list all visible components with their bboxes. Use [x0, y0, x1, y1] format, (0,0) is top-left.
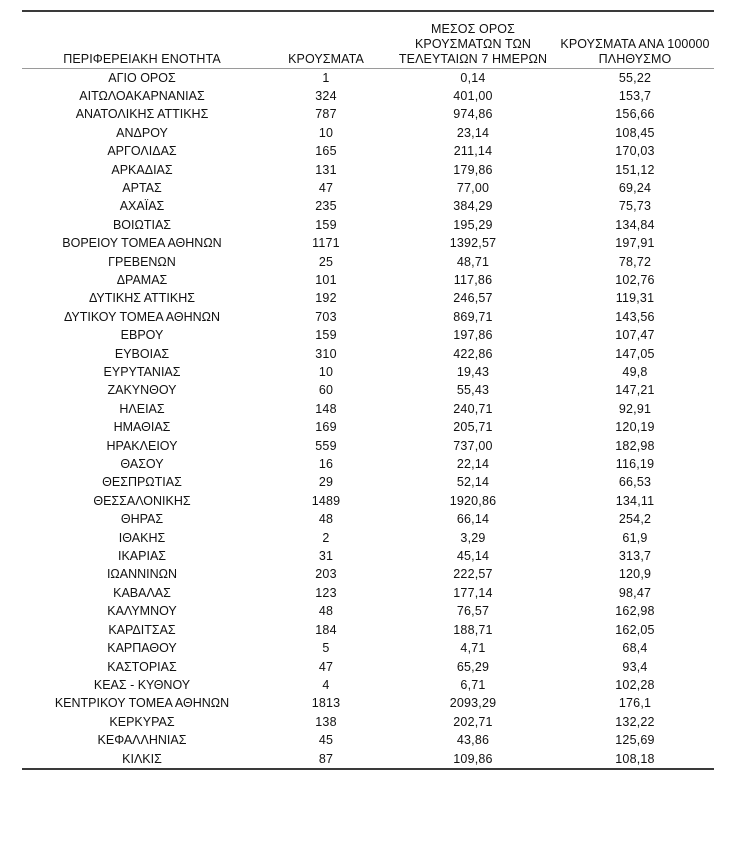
cell-avg7: 3,29	[460, 530, 486, 545]
cell-per100k: 120,9	[618, 567, 652, 582]
cell-avg7: 197,86	[453, 328, 493, 343]
cell-region: ΚΑΡΔΙΤΣΑΣ	[108, 622, 176, 637]
cell-per100k: 102,76	[615, 272, 655, 287]
cell-per100k: 125,69	[615, 733, 655, 748]
table-row	[22, 161, 714, 179]
table-row	[22, 216, 714, 234]
cell-avg7: 974,86	[453, 107, 493, 122]
cell-avg7: 76,57	[456, 604, 490, 619]
cell-avg7: 117,86	[453, 272, 493, 287]
table-row	[22, 621, 714, 639]
cell-cases: 10	[318, 125, 334, 140]
cell-avg7: 23,14	[456, 125, 490, 140]
cell-cases: 29	[318, 475, 334, 490]
cell-region: ΔΥΤΙΚΗΣ ΑΤΤΙΚΗΣ	[89, 291, 195, 306]
cell-per100k: 197,91	[615, 236, 655, 251]
cell-region: ΔΡΑΜΑΣ	[116, 272, 168, 287]
cell-per100k: 176,1	[618, 696, 652, 711]
cell-avg7: 205,71	[453, 420, 493, 435]
cell-region: ΚΑΡΠΑΘΟΥ	[107, 641, 177, 656]
table-row	[22, 510, 714, 528]
cell-avg7: 401,00	[453, 88, 493, 103]
table-row	[22, 565, 714, 583]
cell-region: ΚΑΛΥΜΝΟΥ	[107, 604, 177, 619]
cell-cases: 2	[322, 530, 330, 545]
cell-cases: 47	[318, 659, 334, 674]
header-avg7-line: ΚΡΟΥΣΜΑΤΩΝ ΤΩΝ	[414, 36, 532, 51]
cell-per100k: 68,4	[622, 641, 648, 656]
cell-cases: 138	[315, 714, 337, 729]
table-row	[22, 363, 714, 381]
cell-region: ΑΝΔΡΟΥ	[116, 125, 168, 140]
cell-per100k: 69,24	[618, 180, 652, 195]
cell-avg7: 55,43	[456, 383, 490, 398]
cell-per100k: 108,18	[615, 751, 655, 766]
cell-region: ΘΗΡΑΣ	[120, 512, 164, 527]
bottom-rule	[22, 768, 714, 770]
cell-avg7: 179,86	[453, 162, 493, 177]
cell-per100k: 143,56	[615, 309, 655, 324]
cell-avg7: 869,71	[453, 309, 493, 324]
cell-avg7: 0,14	[390, 68, 556, 87]
cell-region: ΕΥΡΥΤΑΝΙΑΣ	[103, 365, 181, 379]
cell-region: ΖΑΚΥΝΘΟΥ	[107, 383, 177, 398]
table-header	[22, 12, 714, 68]
header-avg7	[390, 12, 556, 68]
cell-cases: 192	[315, 291, 337, 306]
table-row	[22, 529, 714, 547]
table-row	[22, 713, 714, 731]
cell-region: ΘΕΣΠΡΩΤΙΑΣ	[102, 475, 182, 490]
cell-avg7: 22,14	[456, 457, 490, 472]
cell-per100k: 120,19	[615, 420, 655, 435]
header-avg7-line: ΤΕΛΕΥΤΑΙΩΝ 7 ΗΜΕΡΩΝ	[398, 51, 548, 66]
cell-per100k: 132,22	[615, 714, 655, 729]
header-per100k	[556, 12, 714, 68]
table-row	[22, 547, 714, 565]
cell-region: ΚΕΝΤΡΙΚΟΥ ΤΟΜΕΑ ΑΘΗΝΩΝ	[54, 696, 230, 711]
cell-cases: 5	[322, 641, 330, 656]
cell-per100k: 162,05	[615, 622, 655, 637]
cell-per100k: 98,47	[618, 585, 652, 600]
cell-region: ΚΙΛΚΙΣ	[122, 751, 162, 766]
cell-cases: 101	[315, 272, 337, 287]
cell-cases: 169	[315, 420, 337, 435]
cell-cases: 1489	[311, 493, 341, 508]
table-row	[22, 400, 714, 418]
cell-per100k: 102,28	[615, 677, 655, 692]
cell-cases: 1813	[311, 696, 341, 711]
cell-cases: 123	[315, 585, 337, 600]
cell-per100k: 49,8	[622, 365, 648, 379]
cell-avg7: 109,86	[453, 751, 493, 766]
cell-region: ΙΚΑΡΙΑΣ	[117, 549, 167, 564]
header-per100k-line: ΚΡΟΥΣΜΑΤΑ ΑΝΑ 100000	[560, 36, 710, 51]
header-region: ΠΕΡΙΦΕΡΕΙΑΚΗ ΕΝΟΤΗΤΑ	[63, 51, 221, 66]
cell-cases: 235	[315, 199, 337, 214]
cell-cases: 203	[315, 567, 337, 582]
cell-per100k: 116,19	[615, 457, 655, 472]
cell-per100k: 108,45	[615, 125, 655, 140]
cell-region: ΑΧΑΪΑΣ	[119, 199, 165, 214]
cell-region: ΘΑΣΟΥ	[120, 457, 164, 472]
cell-cases: 4	[322, 677, 330, 692]
cell-cases: 1	[262, 68, 390, 87]
cell-per100k: 119,31	[615, 291, 655, 306]
cell-region: ΑΝΑΤΟΛΙΚΗΣ ΑΤΤΙΚΗΣ	[75, 107, 209, 122]
cell-cases: 787	[315, 107, 337, 122]
cell-avg7: 2093,29	[449, 696, 497, 711]
cell-region: ΗΜΑΘΙΑΣ	[113, 420, 171, 435]
cell-avg7: 66,14	[456, 512, 490, 527]
table-row	[22, 326, 714, 344]
cell-per100k: 153,7	[618, 88, 652, 103]
table-row	[22, 234, 714, 252]
cell-region: ΔΥΤΙΚΟΥ ΤΟΜΕΑ ΑΘΗΝΩΝ	[63, 309, 221, 324]
cell-region: ΑΙΤΩΛΟΑΚΑΡΝΑΝΙΑΣ	[79, 88, 205, 103]
cell-cases: 559	[315, 438, 337, 453]
cell-cases: 1171	[312, 236, 340, 251]
table-row	[22, 345, 714, 363]
cell-region: ΕΒΡΟΥ	[120, 328, 164, 343]
cell-cases: 165	[315, 144, 337, 159]
cell-cases: 16	[318, 457, 334, 472]
cell-per100k: 254,2	[618, 512, 652, 527]
cell-avg7: 48,71	[456, 254, 490, 269]
cell-cases: 31	[318, 549, 334, 564]
table-row	[22, 639, 714, 657]
cell-region: ΑΡΚΑΔΙΑΣ	[111, 162, 173, 177]
cell-region: ΕΥΒΟΙΑΣ	[114, 346, 170, 361]
cell-region: ΑΡΤΑΣ	[122, 180, 162, 195]
cell-region: ΓΡΕΒΕΝΩΝ	[108, 254, 176, 269]
cell-avg7: 211,14	[453, 144, 493, 159]
table-body	[22, 68, 714, 768]
cell-per100k: 156,66	[615, 107, 655, 122]
cell-cases: 159	[315, 328, 337, 343]
cell-region: ΗΛΕΙΑΣ	[119, 401, 165, 416]
table-row	[22, 694, 714, 712]
cell-cases: 45	[318, 733, 334, 748]
cell-region: ΚΑΣΤΟΡΙΑΣ	[107, 659, 177, 674]
cases-table	[22, 12, 714, 768]
table-row	[22, 437, 714, 455]
cell-cases: 25	[318, 254, 334, 269]
table-row	[22, 124, 714, 142]
table-row	[22, 289, 714, 307]
data-sheet	[22, 10, 714, 770]
table-row	[22, 197, 714, 215]
table-row	[22, 142, 714, 160]
table-row	[22, 750, 714, 768]
cell-avg7: 19,43	[456, 365, 490, 379]
cell-avg7: 6,71	[460, 677, 486, 692]
cell-cases: 131	[315, 162, 337, 177]
cell-per100k: 182,98	[615, 438, 655, 453]
cell-cases: 87	[318, 751, 334, 766]
table-row	[22, 658, 714, 676]
cell-region: ΒΟΙΩΤΙΑΣ	[112, 217, 172, 232]
cell-avg7: 384,29	[453, 199, 493, 214]
table-row	[22, 179, 714, 197]
cell-region: ΑΡΓΟΛΙΔΑΣ	[107, 144, 177, 159]
cell-per100k: 92,91	[618, 401, 652, 416]
cell-per100k: 75,73	[618, 199, 652, 214]
cell-avg7: 45,14	[456, 549, 490, 564]
cell-avg7: 77,00	[456, 180, 490, 195]
table-row	[22, 676, 714, 694]
cell-per100k: 78,72	[618, 254, 652, 269]
cell-cases: 310	[315, 346, 337, 361]
table-row	[22, 473, 714, 491]
table-row	[22, 68, 714, 87]
cell-avg7: 195,29	[453, 217, 493, 232]
cell-region: ΘΕΣΣΑΛΟΝΙΚΗΣ	[93, 493, 191, 508]
cell-avg7: 240,71	[453, 401, 493, 416]
cell-avg7: 4,71	[460, 641, 486, 656]
cell-cases: 703	[315, 309, 337, 324]
table-row	[22, 584, 714, 602]
cell-per100k: 170,03	[615, 144, 655, 159]
cell-avg7: 246,57	[453, 291, 493, 306]
cell-per100k: 107,47	[615, 328, 655, 343]
cell-avg7: 422,86	[453, 346, 493, 361]
table-row	[22, 253, 714, 271]
cell-region: ΙΩΑΝΝΙΝΩΝ	[106, 567, 178, 582]
cell-avg7: 52,14	[456, 475, 490, 490]
cell-per100k: 147,21	[615, 383, 655, 398]
cell-region: ΒΟΡΕΙΟΥ ΤΟΜΕΑ ΑΘΗΝΩΝ	[62, 236, 222, 251]
table-row	[22, 418, 714, 436]
cell-per100k: 93,4	[622, 659, 648, 674]
cell-avg7: 188,71	[453, 622, 493, 637]
cell-avg7: 65,29	[456, 659, 490, 674]
table-row	[22, 602, 714, 620]
header-avg7-line: ΜΕΣΟΣ ΟΡΟΣ	[431, 21, 515, 36]
cell-cases: 48	[318, 512, 334, 527]
cell-region: ΗΡΑΚΛΕΙΟΥ	[106, 438, 178, 453]
cell-cases: 47	[318, 180, 334, 195]
cell-per100k: 147,05	[615, 346, 655, 361]
table-row	[22, 492, 714, 510]
table-row	[22, 308, 714, 326]
cell-region: ΚΑΒΑΛΑΣ	[113, 585, 171, 600]
cell-avg7: 222,57	[453, 567, 493, 582]
table-row	[22, 731, 714, 749]
cell-region: ΚΕΑΣ - ΚΥΘΝΟΥ	[93, 677, 191, 692]
cell-cases: 148	[315, 401, 337, 416]
cell-avg7: 43,86	[456, 733, 490, 748]
cell-region: ΚΕΦΑΛΛΗΝΙΑΣ	[97, 733, 187, 748]
cell-per100k: 55,22	[556, 68, 714, 87]
table-row	[22, 105, 714, 123]
cell-cases: 159	[315, 217, 337, 232]
table-row	[22, 271, 714, 289]
cell-cases: 60	[318, 383, 334, 398]
cell-cases: 10	[318, 365, 334, 379]
cell-per100k: 134,11	[615, 493, 655, 508]
cell-per100k: 151,12	[615, 162, 655, 177]
cell-cases: 324	[315, 88, 337, 103]
cell-region: ΙΘΑΚΗΣ	[118, 530, 166, 545]
cell-per100k: 162,98	[615, 604, 655, 619]
cell-per100k: 134,84	[615, 217, 655, 232]
cell-cases: 48	[318, 604, 334, 619]
cell-cases: 184	[315, 622, 337, 637]
cell-avg7: 177,14	[453, 585, 493, 600]
header-per100k-line: ΠΛΗΘΥΣΜΟ	[598, 51, 672, 66]
cell-avg7: 1392,57	[449, 236, 497, 251]
table-row	[22, 381, 714, 399]
cell-per100k: 61,9	[622, 530, 648, 545]
cell-region: ΑΓΙΟ ΟΡΟΣ	[22, 68, 262, 87]
table-row	[22, 455, 714, 473]
cell-per100k: 66,53	[618, 475, 652, 490]
cell-region: ΚΕΡΚΥΡΑΣ	[109, 714, 175, 729]
table-row	[22, 87, 714, 105]
header-cases: ΚΡΟΥΣΜΑΤΑ	[288, 51, 364, 66]
cell-avg7: 737,00	[453, 438, 493, 453]
cell-avg7: 202,71	[453, 714, 493, 729]
cell-avg7: 1920,86	[449, 493, 497, 508]
cell-per100k: 313,7	[618, 549, 652, 564]
